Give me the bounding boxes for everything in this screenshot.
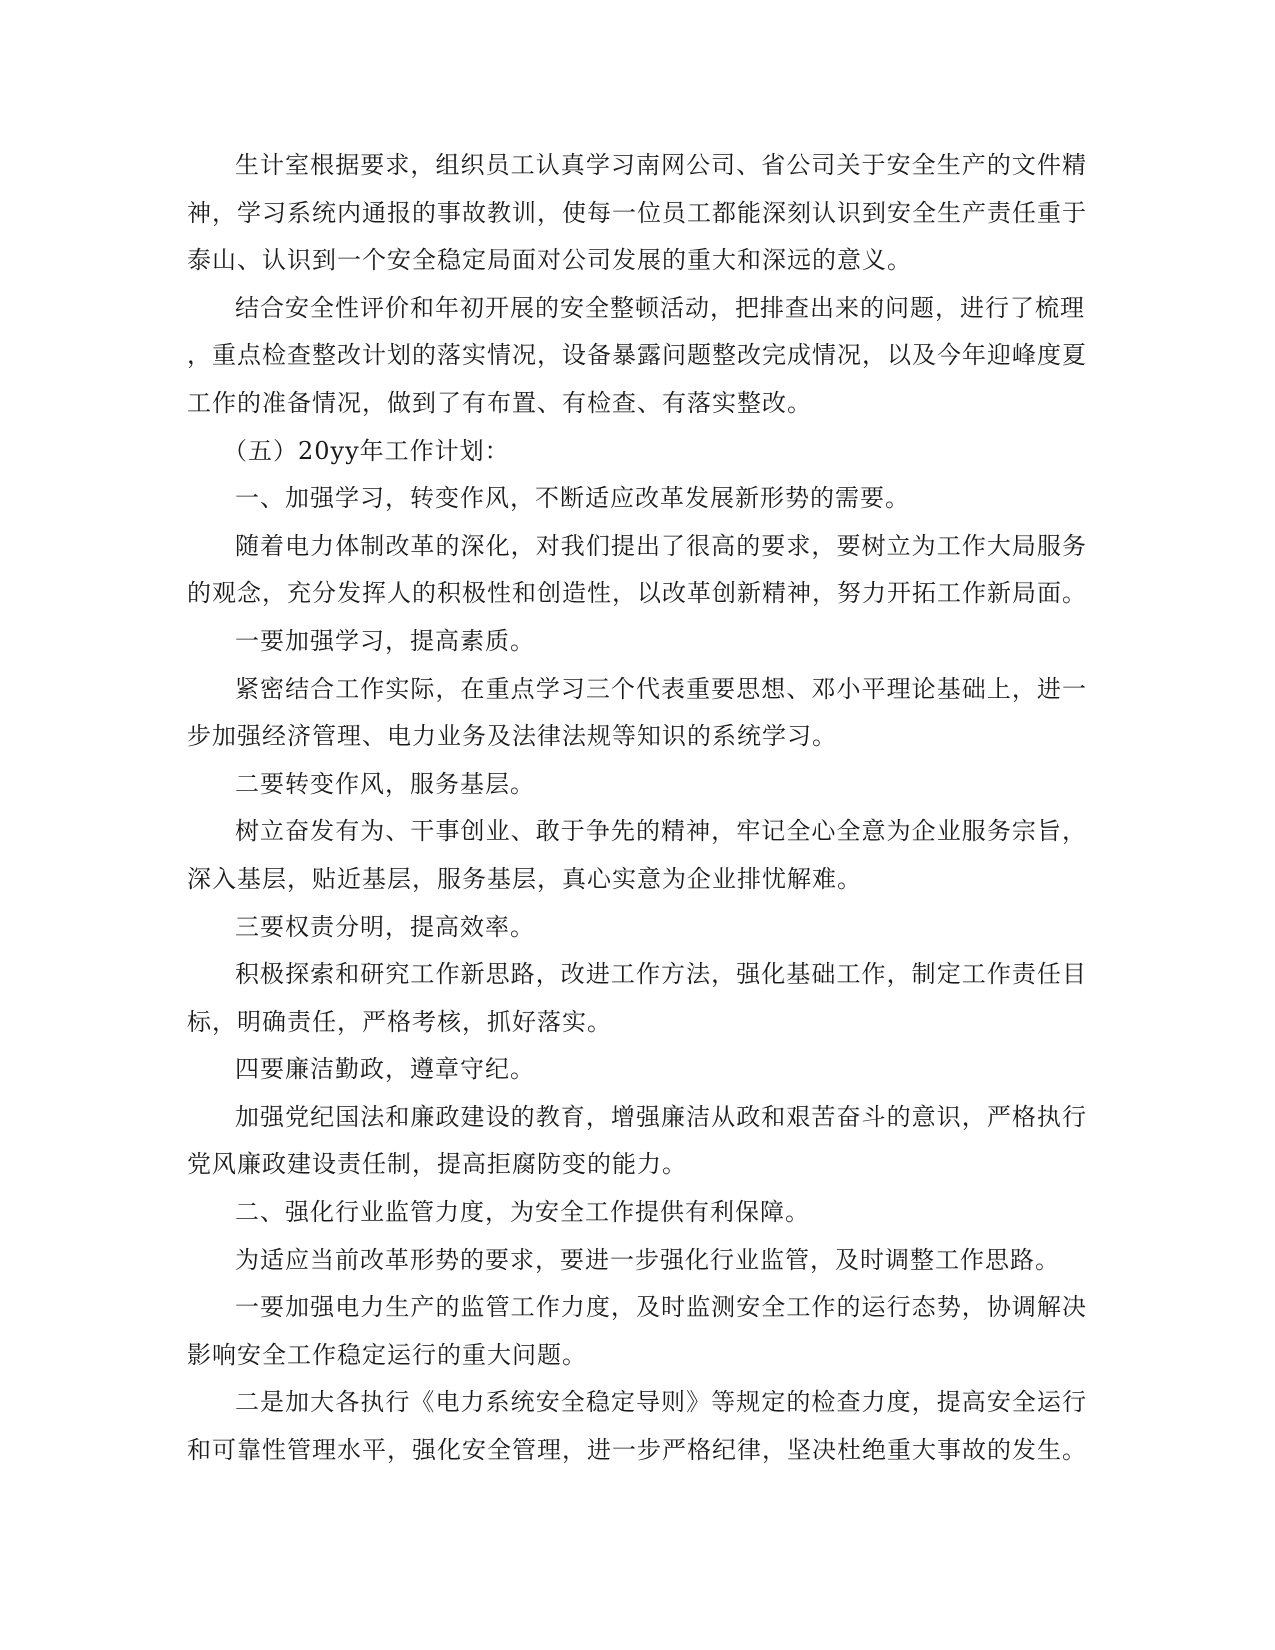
paragraph: 一要加强电力生产的监管工作力度，及时监测安全工作的运行态势，协调解决影响安全工作稳定运行的重大问题。: [187, 1293, 1087, 1369]
paragraph: 生计室根据要求，组织员工认真学习南网公司、省公司关于安全生产的文件精神，学习系统内通报的事故教训，使每一位员工都能深刻认识到安全生产责任重于泰山、认识到一个安全稳定局面对公司发展的重大和深远的意义。: [187, 151, 1087, 275]
document-body: [187, 142, 1087, 1475]
paragraph: ，重点检查整改计划的落实情况，设备暴露问题整改完成情况，以及今年迎峰度夏工作的准备情况，做到了有布置、有检查、有落实整改。: [187, 341, 1087, 417]
paragraph: 加强党纪国法和廉政建设的教育，增强廉洁从政和艰苦奋斗的意识，严格执行党风廉政建设责任制，提高拒腐防变的能力。: [187, 1102, 1087, 1179]
paragraph: 二是加大各执行《电力系统安全稳定导则》等规定的检查力度，提高安全运行和可靠性管理水平，强化安全管理，进一步严格纪律，坚决杜绝重大事故的发生。: [187, 1388, 1087, 1465]
paragraph: 积极探索和研究工作新思路，改进工作方法，强化基础工作，制定工作责任目标，明确责任，严格考核，抓好落实。: [187, 960, 1087, 1036]
subheading: 一要加强学习，提高素质。: [235, 626, 535, 655]
subheading: 二要转变作风，服务基层。: [235, 769, 535, 798]
paragraph: 紧密结合工作实际，在重点学习三个代表重要思想、邓小平理论基础上，进一步加强经济管理、电力业务及法律法规等知识的系统学习。: [187, 674, 1087, 751]
paragraph: 为适应当前改革形势的要求，要进一步强化行业监管，及时调整工作思路。: [235, 1245, 1060, 1274]
paragraph: 树立奋发有为、干事创业、敢于争先的精神，牢记全心全意为企业服务宗旨，深入基层，贴近基层，服务基层，真心实意为企业排忧解难。: [187, 817, 1087, 893]
section-heading: （五）20yy年工作计划：: [223, 436, 510, 465]
subheading: 四要廉洁勤政，遵章守纪。: [235, 1055, 535, 1084]
subheading: 三要权责分明，提高效率。: [235, 912, 535, 941]
paragraph: 随着电力体制改革的深化，对我们提出了很高的要求，要树立为工作大局服务的观念，充分发挥人的积极性和创造性，以改革创新精神，努力开拓工作新局面。: [187, 531, 1087, 608]
subheading: 二、强化行业监管力度，为安全工作提供有利保障。: [235, 1198, 810, 1227]
paragraph: 结合安全性评价和年初开展的安全整顿活动，把排查出来的问题，进行了梳理: [235, 293, 1085, 322]
subheading: 一、加强学习，转变作风，不断适应改革发展新形势的需要。: [235, 484, 910, 513]
